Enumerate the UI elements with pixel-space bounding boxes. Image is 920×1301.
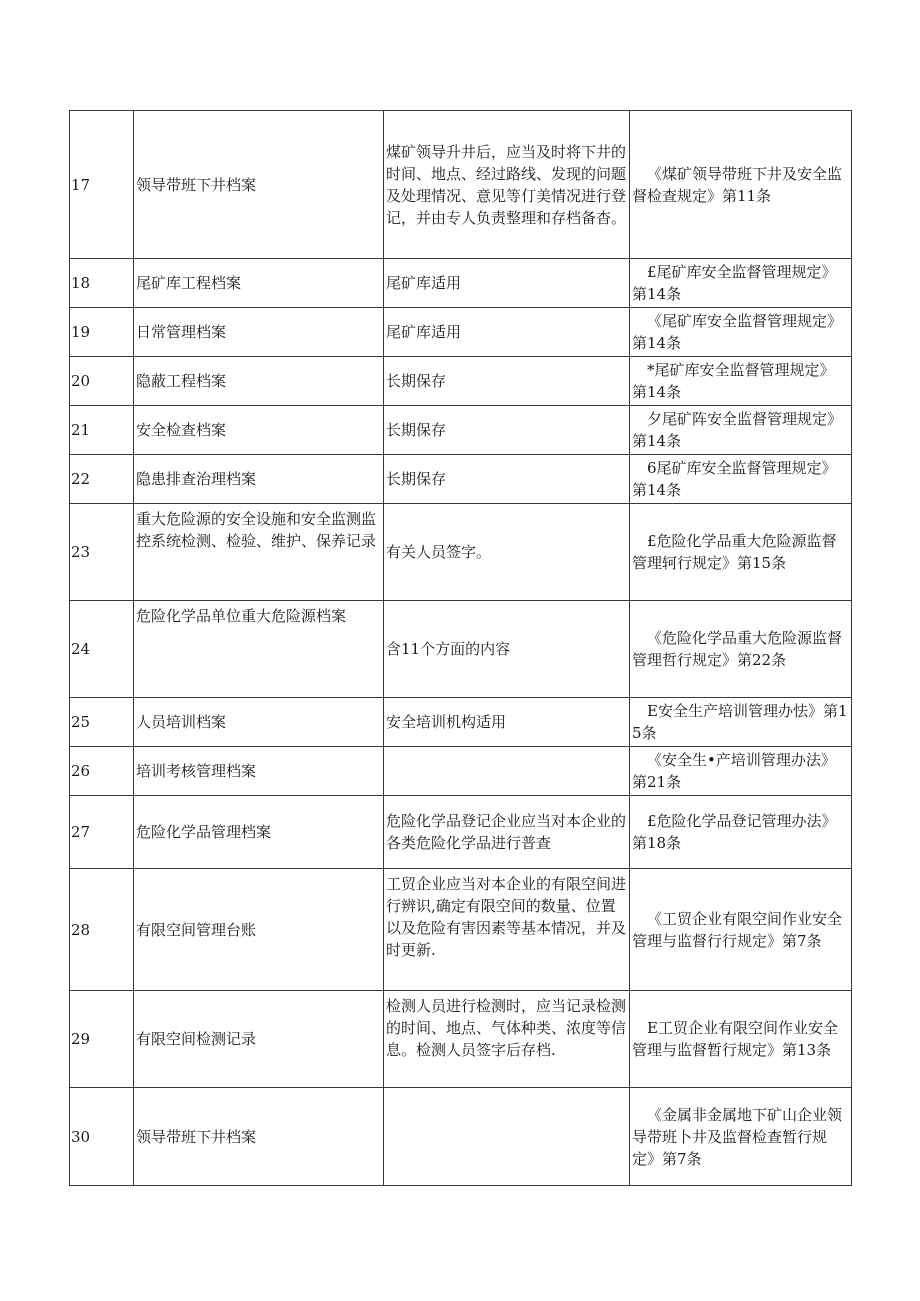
record-note: 有关人员签字。	[384, 504, 630, 601]
record-note: 危险化学品登记企业应当对本企业的各类危险化学品进行普查	[384, 796, 630, 869]
row-number: 27	[70, 796, 134, 869]
row-number: 20	[70, 357, 134, 406]
row-number: 21	[70, 406, 134, 455]
table-row	[70, 406, 852, 455]
table-row	[70, 455, 852, 504]
record-name: 日常管理档案	[134, 308, 384, 357]
legal-basis: 《安全生•产培训管理办法》第21条	[630, 747, 852, 796]
record-name: 人员培训档案	[134, 698, 384, 747]
row-number: 25	[70, 698, 134, 747]
legal-basis: £危险化学品重大危险源监督管理轲行规定》第15条	[630, 504, 852, 601]
legal-basis: 《工贸企业有限空间作业安全管理与监督行行规定》第7条	[630, 869, 852, 991]
record-note: 煤矿领导升井后，应当及时将下井的时间、地点、经过路线、发现的问题及处理情况、意见等仃美情况进行登记，并由专人负责整理和存档备杳。	[384, 111, 630, 259]
record-name: 有限空间管理台账	[134, 869, 384, 991]
legal-basis: 《煤矿领导带班下井及安全监督检查规定》第11条	[630, 111, 852, 259]
row-number: 26	[70, 747, 134, 796]
record-name: 危险化学品单位重大危险源档案	[134, 601, 384, 698]
record-note: 工贸企业应当对本企业的有限空间进行辨识,确定有限空间的数量、位置以及危险有害因素等基本情况，并及时更新.	[384, 869, 630, 991]
record-name: 领导带班下井档案	[134, 111, 384, 259]
legal-basis: *尾矿库安全监督管理规定》第14条	[630, 357, 852, 406]
table-row	[70, 796, 852, 869]
record-note: 长期保存	[384, 455, 630, 504]
row-number: 19	[70, 308, 134, 357]
table-row	[70, 357, 852, 406]
table-row	[70, 111, 852, 259]
table-row	[70, 869, 852, 991]
legal-basis: 夕尾矿阵安全监督管理规定》第14条	[630, 406, 852, 455]
row-number: 18	[70, 259, 134, 308]
table-row	[70, 259, 852, 308]
legal-basis: £危险化学品登记管理办法》第18条	[630, 796, 852, 869]
row-number: 22	[70, 455, 134, 504]
row-number: 23	[70, 504, 134, 601]
record-note: 尾矿库适用	[384, 259, 630, 308]
record-name: 隐患排查治理档案	[134, 455, 384, 504]
record-name: 隐蔽工程档案	[134, 357, 384, 406]
record-name: 有限空间检测记录	[134, 991, 384, 1088]
table-row	[70, 747, 852, 796]
row-number: 30	[70, 1088, 134, 1186]
legal-basis: 《尾矿库安全监督管理规定》第14条	[630, 308, 852, 357]
table-row	[70, 1088, 852, 1186]
table-row	[70, 504, 852, 601]
record-note: 尾矿库适用	[384, 308, 630, 357]
row-number: 17	[70, 111, 134, 259]
legal-basis: 《危险化学品重大危险源监督管理哲行规定》第22条	[630, 601, 852, 698]
record-name: 安全检查档案	[134, 406, 384, 455]
legal-basis: 6尾矿库安全监督管理规定》第14条	[630, 455, 852, 504]
record-name: 危险化学品管理档案	[134, 796, 384, 869]
row-number: 24	[70, 601, 134, 698]
table-row	[70, 308, 852, 357]
record-name: 重大危险源的安全设施和安全监测监控系统检测、检验、维护、保养记录	[134, 504, 384, 601]
table-row	[70, 698, 852, 747]
record-note	[384, 1088, 630, 1186]
legal-basis: 《金属非金属地下矿山企业领导带班卜井及监督检查暂行规定》第7条	[630, 1088, 852, 1186]
record-note	[384, 747, 630, 796]
record-note: 长期保存	[384, 357, 630, 406]
record-name: 培训考核管理档案	[134, 747, 384, 796]
record-note: 安全培训机构适用	[384, 698, 630, 747]
legal-basis: E安全生产培训管理办怯》第15条	[630, 698, 852, 747]
record-note: 含11个方面的内容	[384, 601, 630, 698]
record-note: 检测人员进行检测时，应当记录检测的时间、地点、气体种类、浓度等信息。检测人员签字后存档.	[384, 991, 630, 1088]
legal-basis: E工贸企业有限空间作业安全管理与监督暂行规定》第13条	[630, 991, 852, 1088]
row-number: 28	[70, 869, 134, 991]
record-name: 尾矿库工程档案	[134, 259, 384, 308]
table-row	[70, 991, 852, 1088]
records-table	[69, 110, 852, 1186]
record-note: 长期保存	[384, 406, 630, 455]
record-name: 领导带班下井档案	[134, 1088, 384, 1186]
legal-basis: £尾矿库安全监督管理规定》第14条	[630, 259, 852, 308]
table-row	[70, 601, 852, 698]
row-number: 29	[70, 991, 134, 1088]
